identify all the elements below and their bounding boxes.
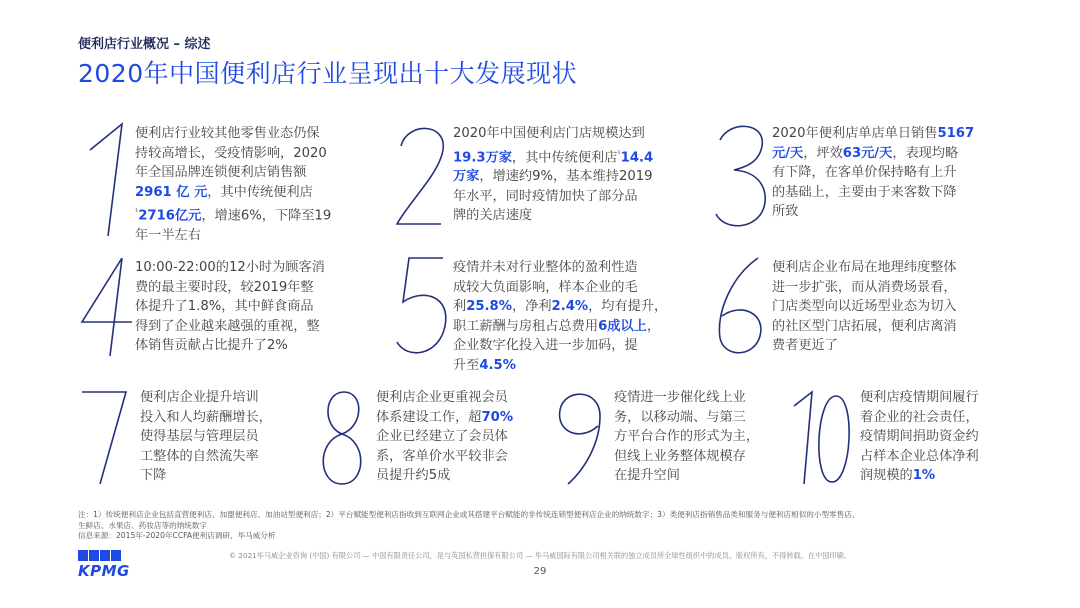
text-line [860, 427, 1020, 447]
numeral-4-icon [78, 252, 138, 362]
text-segment: 便利店企业提升培训 [140, 390, 259, 405]
text-line [453, 258, 703, 278]
text-segment: ，净利 [511, 299, 552, 314]
text-segment: ，坪效 [803, 145, 843, 161]
numeral-2-icon [393, 120, 453, 230]
text-line [453, 167, 703, 187]
item-7 [78, 386, 303, 501]
text-line [772, 144, 1017, 164]
text-line [376, 466, 541, 486]
text-line [860, 447, 1020, 467]
text-segment: 年全国品牌连锁便利店销售额 [135, 165, 307, 180]
item-2 [393, 120, 703, 250]
text-line [135, 258, 385, 278]
item-text [135, 258, 385, 356]
highlight-figure: 2961 亿 元 [135, 184, 208, 200]
text-segment: ，其中传统便利店 [207, 184, 313, 200]
text-line [140, 427, 300, 447]
text-line [140, 408, 300, 428]
text-line [860, 388, 1020, 408]
text-line [453, 206, 703, 226]
text-segment: ，其中传统便利店 [511, 149, 618, 165]
text-segment: 便利店企业更重视会员 [376, 390, 508, 405]
text-segment: 的社区型门店拓展，便利店离消 [772, 318, 957, 334]
text-line [772, 297, 1017, 317]
text-line [453, 187, 703, 207]
text-line [135, 226, 385, 246]
text-segment: 企业已经建立了会员体 [376, 429, 508, 444]
text-line [135, 202, 385, 226]
item-text [376, 388, 541, 486]
item-text [860, 388, 1020, 486]
text-line [140, 388, 300, 408]
text-line [376, 427, 541, 447]
text-segment: 便利店疫情期间履行 [860, 390, 979, 405]
text-segment: 工整体的自然流失率 [140, 448, 259, 464]
text-segment: ¹ [135, 207, 139, 216]
numeral-8-icon [312, 386, 372, 491]
text-line [772, 124, 1017, 144]
text-segment: 成较大负面影响，样本企业的毛 [453, 279, 638, 295]
text-line [614, 447, 784, 467]
text-segment: 费的最主要时段，较2019年整 [135, 279, 314, 295]
copyright: © 2021毕马威企业咨询 (中国) 有限公司 — 中国有限责任公司，是与英国私营担保有限公司 — 毕马威国际有限公司相关联的独立成员所全球性组织中的成员。版权所有，不得转载。在中国印刷。 [228, 551, 852, 560]
text-segment: 体销售贡献占比提升了2% [135, 338, 288, 353]
breadcrumb: 便利店行业概况 – 综述 [78, 37, 211, 52]
text-segment: 持较高增长，受疫情影响，2020 [135, 145, 327, 161]
numeral-1-icon [78, 120, 138, 240]
text-segment: 门店类型向以近场型业态为切入 [772, 299, 957, 314]
text-line [453, 144, 703, 168]
page-title: 2020年中国便利店行业呈现出十大发展现状 [78, 59, 578, 88]
text-segment: 占样本企业总体净利 [860, 448, 979, 464]
highlight-figure: 25.8% [466, 299, 512, 314]
text-segment: 所致 [772, 204, 799, 219]
text-segment: ，增速约9%，基本维持2019 [479, 169, 653, 185]
item-text [135, 124, 385, 245]
highlight-figure: 6成以上 [598, 318, 647, 334]
item-text [453, 124, 703, 226]
text-segment: 2020年中国便利店门店规模达到 [453, 126, 645, 141]
text-segment: ， [646, 318, 660, 334]
text-line [135, 297, 385, 317]
text-segment: ，均有提升， [588, 299, 668, 314]
numeral-9-icon [550, 386, 610, 491]
text-segment: 牌的关店速度 [453, 208, 533, 224]
numeral-7-icon [78, 386, 138, 491]
numeral-3-icon [712, 120, 772, 230]
text-line [772, 278, 1017, 298]
text-segment: 职工薪酬与房租占总费用 [453, 318, 599, 334]
text-segment: 2020年便利店单店单日销售 [772, 126, 938, 141]
text-line [453, 278, 703, 298]
text-segment: 润规模的 [860, 468, 913, 483]
text-segment: 体提升了1.8%，其中鲜食商品 [135, 299, 314, 314]
numeral-10-icon [790, 386, 860, 491]
highlight-figure: 2716亿元 [138, 208, 202, 224]
item-8 [312, 386, 542, 501]
kpmg-wordmark: KPMG [78, 562, 130, 580]
text-line [135, 183, 385, 203]
text-segment: 在提升空间 [614, 468, 680, 483]
item-1 [78, 120, 378, 250]
text-segment: 但线上业务整体规模存 [614, 448, 746, 464]
highlight-figure: 19.3万家 [453, 149, 512, 165]
item-text [614, 388, 784, 486]
text-segment: 投入和人均薪酬增长， [140, 409, 272, 425]
text-line [772, 202, 1017, 222]
text-line [140, 447, 300, 467]
numeral-6-icon [712, 252, 772, 362]
numeral-5-icon [393, 252, 453, 362]
highlight-figure: 1% [912, 468, 936, 483]
text-line [860, 466, 1020, 486]
item-6 [712, 252, 1012, 382]
text-line [135, 317, 385, 337]
text-segment: 方平台合作的形式为主， [614, 429, 760, 444]
item-text [140, 388, 300, 486]
text-line [135, 144, 385, 164]
footnote-line: 注：1）传统便利店企业包括直营便利店、加盟便利店、加油站型便利店；2）平台赋能型便利店指收到互联网企业或其搭建平台赋能的非传统连锁型便利店企业的纳统数字；3）类便利店指销售品类和服务与便利店相似的小型零售店、 [78, 510, 860, 519]
highlight-figure: 2.4% [551, 299, 589, 314]
text-segment: 的基础上，主要由于来客数下降 [772, 184, 957, 200]
text-line [140, 466, 300, 486]
text-line [614, 388, 784, 408]
text-line [135, 124, 385, 144]
text-line [135, 336, 385, 356]
text-line [614, 408, 784, 428]
text-line [860, 408, 1020, 428]
text-line [614, 466, 784, 486]
highlight-figure: 70% [481, 409, 514, 425]
item-text [772, 258, 1017, 356]
text-line [772, 183, 1017, 203]
footnote [78, 510, 1008, 542]
highlight-figure: 14.4 [620, 149, 654, 165]
text-segment: 便利店行业较其他零售业态仍保 [135, 126, 320, 141]
footnote-line: 生鲜店、水果店、药妆店等的纳统数字 [78, 520, 208, 530]
item-10 [790, 386, 1022, 501]
text-segment: 费者更近了 [772, 338, 838, 353]
text-segment: ，表现均略 [892, 145, 959, 161]
highlight-figure: 5167 [937, 126, 975, 141]
text-line [453, 297, 703, 317]
text-segment: 疫情并未对行业整体的盈利性造 [453, 260, 638, 275]
text-segment: 年水平，同时疫情加快了部分品 [453, 188, 638, 204]
text-line [772, 336, 1017, 356]
text-line [135, 163, 385, 183]
text-segment: 使得基层与管理层员 [140, 429, 259, 444]
text-segment: 利 [453, 299, 467, 314]
text-line [376, 388, 541, 408]
text-line [772, 163, 1017, 183]
highlight-figure: 4.5% [479, 357, 516, 373]
text-segment: 企业数字化投入进一步加码，提 [453, 338, 638, 353]
text-line [376, 408, 541, 428]
text-line [614, 427, 784, 447]
text-segment: ¹ [617, 148, 621, 158]
text-segment: 体系建设工作，超 [376, 409, 482, 425]
text-line [453, 317, 703, 337]
item-5 [393, 252, 703, 382]
text-line [772, 317, 1017, 337]
text-line [376, 447, 541, 467]
item-9 [550, 386, 785, 501]
item-text [772, 124, 1017, 222]
text-segment: 年一半左右 [135, 227, 201, 243]
text-segment: 便利店企业布局在地理纬度整体 [772, 260, 957, 275]
text-segment: 得到了企业越来越强的重视，整 [135, 318, 320, 334]
text-line [453, 356, 703, 376]
text-line [453, 124, 703, 144]
text-segment: ，增速6%，下降至19 [201, 208, 332, 224]
text-segment: 疫情进一步催化线上业 [614, 390, 746, 405]
text-segment: 疫情期间捐助资金约 [860, 429, 979, 444]
text-line [135, 278, 385, 298]
highlight-figure: 63元/天 [842, 145, 893, 161]
item-4 [78, 252, 378, 382]
text-segment: 10:00-22:00的12小时为顾客消 [135, 260, 325, 275]
text-segment: 升至 [453, 357, 480, 373]
text-segment: 着企业的社会责任， [860, 409, 979, 425]
source-line: 信息来源：2015年-2020年CCFA便利店调研，毕马威分析 [78, 531, 276, 540]
text-line [772, 258, 1017, 278]
text-segment: 有下降，在客单价保持略有上升 [772, 165, 957, 180]
text-line [453, 336, 703, 356]
text-segment: 务，以移动端、与第三 [614, 409, 746, 425]
text-segment: 进一步扩张，而从消费场景看， [772, 279, 957, 295]
item-3 [712, 120, 1012, 250]
highlight-figure: 元/天 [772, 145, 804, 161]
text-segment: 员提升约5成 [376, 468, 451, 483]
item-text [453, 258, 703, 375]
text-segment: 下降 [140, 468, 167, 483]
text-segment: 系，客单价水平较非会 [376, 448, 508, 464]
highlight-figure: 万家 [453, 169, 480, 185]
page-number: 29 [533, 566, 547, 577]
